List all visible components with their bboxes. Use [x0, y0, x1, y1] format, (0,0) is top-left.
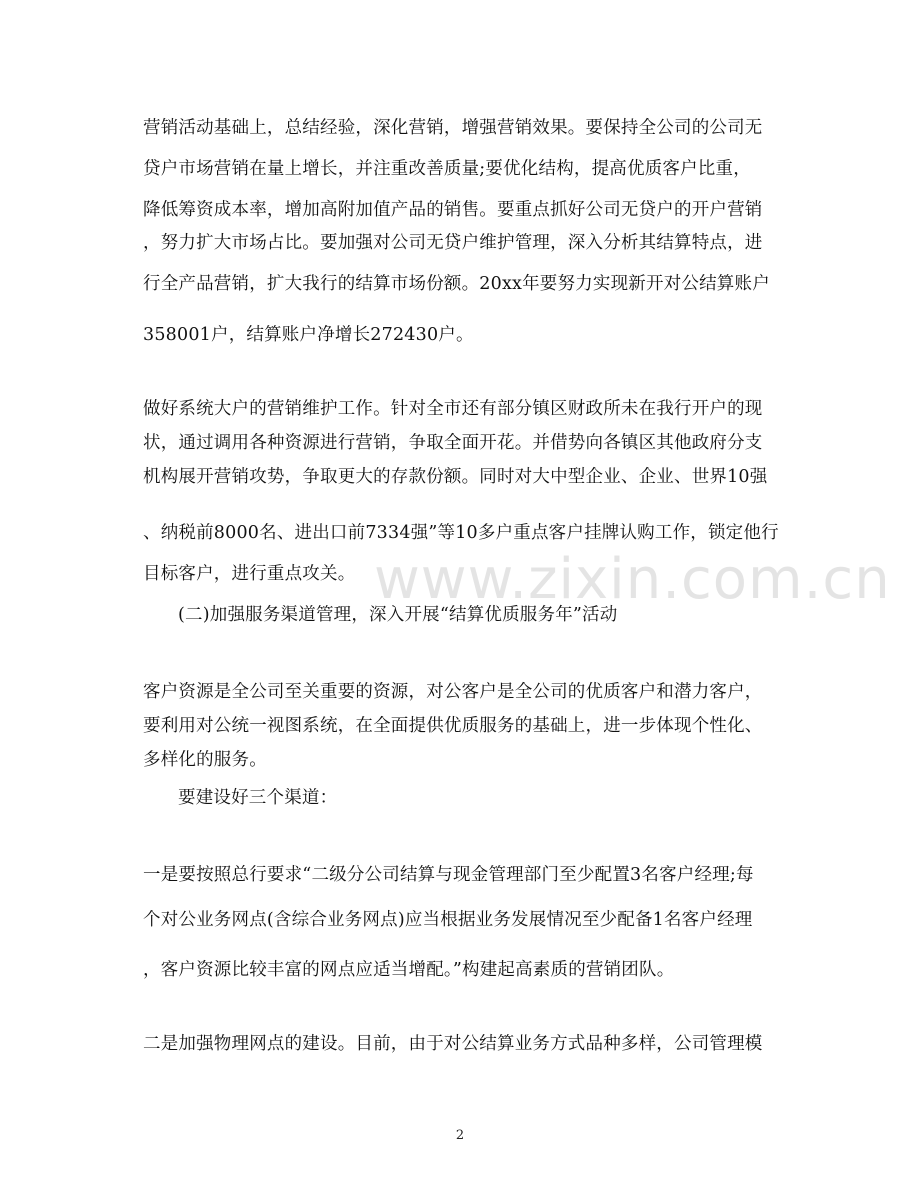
page-number: 2: [455, 1128, 465, 1143]
text-line: 目标客户，进行重点攻关。: [143, 564, 356, 584]
text-line: 、纳税前8000名、进出口前7334强”等10多户重点客户挂牌认购工作，锁定他行: [143, 523, 779, 543]
section-heading: (二)加强服务渠道管理，深入开展“结算优质服务年”活动: [178, 605, 618, 625]
text-line: 做好系统大户的营销维护工作。针对全市还有部分镇区财政所未在我行开户的现: [143, 399, 763, 419]
text-line: 营销活动基础上，总结经验，深化营销，增强营销效果。要保持全公司的公司无: [143, 118, 763, 138]
text-line: 一是要按照总行要求“二级分公司结算与现金管理部门至少配置3名客户经理;每: [143, 865, 754, 885]
text-line: 358001户，结算账户净增长272430户。: [143, 325, 474, 345]
text-line: ，客户资源比较丰富的网点应适当增配。”构建起高素质的营销团队。: [143, 960, 675, 980]
text-line: 贷户市场营销在量上增长，并注重改善质量;要优化结构，提高优质客户比重，: [143, 159, 751, 179]
text-line: ，努力扩大市场占比。要加强对公司无贷户维护管理，深入分析其结算特点，进: [143, 233, 763, 253]
text-line: 降低筹资成本率，增加高附加值产品的销售。要重点抓好公司无贷户的开户营销: [143, 200, 763, 220]
watermark: www.zixin.com.cn: [374, 547, 891, 612]
text-line: 要建设好三个渠道：: [178, 788, 338, 808]
text-line: 客户资源是全公司至关重要的资源，对公客户是全公司的优质客户和潜力客户，: [143, 682, 763, 702]
text-line: 机构展开营销攻势，争取更大的存款份额。同时对大中型企业、企业、世界10强: [143, 467, 768, 487]
text-line: 多样化的服务。: [143, 750, 267, 770]
text-line: 二是加强物理网点的建设。目前，由于对公结算业务方式品种多样，公司管理模: [143, 1034, 763, 1054]
text-line: 行全产品营销，扩大我行的结算市场份额。20xx年要努力实现新开对公结算账户: [143, 274, 770, 294]
text-line: 要利用对公统一视图系统，在全面提供优质服务的基础上，进一步体现个性化、: [143, 716, 763, 736]
text-line: 个对公业务网点(含综合业务网点)应当根据业务发展情况至少配备1名客户经理: [143, 910, 753, 930]
text-line: 状，通过调用各种资源进行营销，争取全面开花。并借势向各镇区其他政府分支: [143, 433, 763, 453]
